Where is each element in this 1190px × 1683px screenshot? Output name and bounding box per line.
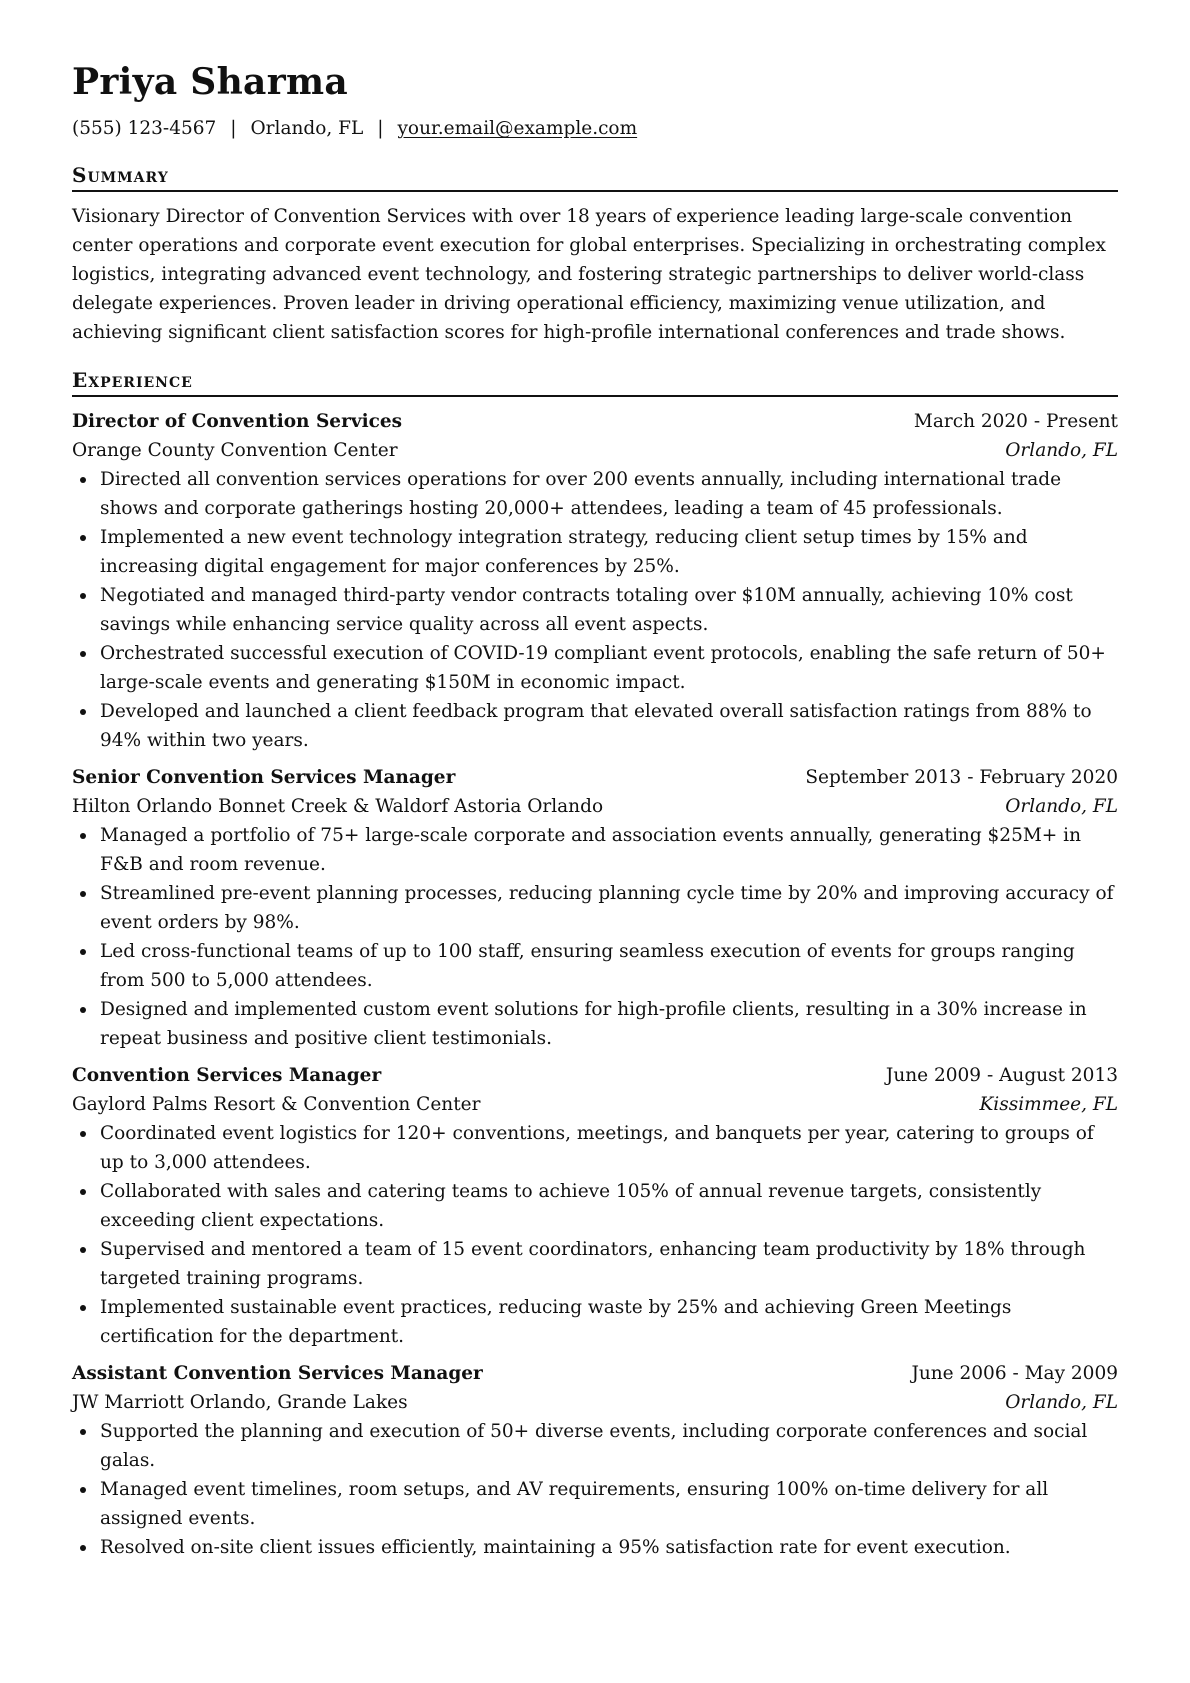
job-location: Orlando, FL xyxy=(1005,796,1118,817)
job-bullet-list xyxy=(72,1417,1118,1562)
job-bullet: Implemented sustainable event practices, reducing waste by 25% and achieving Green Meetings certification for the department. xyxy=(72,1293,1118,1351)
job-bullet: Supported the planning and execution of 50+ diverse events, including corporate conferences and social galas. xyxy=(72,1417,1118,1475)
contact-separator: | xyxy=(377,118,384,139)
job-title: Director of Convention Services xyxy=(72,411,403,432)
job-header-row xyxy=(72,407,1118,436)
job-bullet-list xyxy=(72,821,1118,1053)
phone-number: (555) 123-4567 xyxy=(72,118,217,139)
job-bullet-list xyxy=(72,465,1118,755)
job-dates: June 2009 - August 2013 xyxy=(885,1065,1118,1086)
contact-location: Orlando, FL xyxy=(250,118,364,139)
email-link[interactable]: your.email@example.com xyxy=(397,118,638,139)
job-bullet: Implemented a new event technology integration strategy, reducing client setup times by 15% and increasing digital engagement for major conferences by 25%. xyxy=(72,523,1118,581)
job-entry xyxy=(72,1359,1118,1562)
job-entry xyxy=(72,1061,1118,1351)
job-bullet: Orchestrated successful execution of COVID-19 compliant event protocols, enabling the safe return of 50+ large-scale events and generating $150M in economic impact. xyxy=(72,639,1118,697)
summary-text: Visionary Director of Convention Services with over 18 years of experience leading large-scale convention center operations and corporate event execution for global enterprises. Specializing in orchestrating complex logistics, integrating advanced event technology, and fostering strategic partnerships to deliver world-class delegate experiences. Proven leader in driving operational efficiency, maximizing venue utilization, and achieving significant client satisfaction scores for high-profile international conferences and trade shows. xyxy=(72,206,1106,343)
job-company: Gaylord Palms Resort & Convention Center xyxy=(72,1094,481,1115)
job-company: Hilton Orlando Bonnet Creek & Waldorf Astoria Orlando xyxy=(72,796,604,817)
experience-list xyxy=(72,407,1118,1562)
job-bullet: Coordinated event logistics for 120+ conventions, meetings, and banquets per year, catering to groups of up to 3,000 attendees. xyxy=(72,1119,1118,1177)
job-bullet: Supervised and mentored a team of 15 event coordinators, enhancing team productivity by 18% through targeted training programs. xyxy=(72,1235,1118,1293)
job-company: Orange County Convention Center xyxy=(72,440,398,461)
job-title: Assistant Convention Services Manager xyxy=(72,1363,483,1384)
job-bullet: Streamlined pre-event planning processes, reducing planning cycle time by 20% and improving accuracy of event orders by 98%. xyxy=(72,879,1118,937)
job-bullet: Developed and launched a client feedback program that elevated overall satisfaction ratings from 88% to 94% within two years. xyxy=(72,697,1118,755)
job-company: JW Marriott Orlando, Grande Lakes xyxy=(72,1392,408,1413)
job-header-row xyxy=(72,1061,1118,1090)
job-company-row xyxy=(72,1388,1118,1417)
job-location: Kissimmee, FL xyxy=(979,1094,1118,1115)
job-dates: September 2013 - February 2020 xyxy=(805,767,1118,788)
job-bullet: Managed event timelines, room setups, and AV requirements, ensuring 100% on-time delivery for all assigned events. xyxy=(72,1475,1118,1533)
job-header-row xyxy=(72,1359,1118,1388)
job-bullet: Managed a portfolio of 75+ large-scale corporate and association events annually, generating $25M+ in F&B and room revenue. xyxy=(72,821,1118,879)
job-dates: March 2020 - Present xyxy=(913,411,1118,432)
job-entry xyxy=(72,407,1118,755)
job-location: Orlando, FL xyxy=(1005,440,1118,461)
job-bullet: Resolved on-site client issues efficiently, maintaining a 95% satisfaction rate for event execution. xyxy=(72,1533,1118,1562)
experience-heading: Experience xyxy=(72,367,1118,397)
job-bullet: Led cross-functional teams of up to 100 staff, ensuring seamless execution of events for groups ranging from 500 to 5,000 attendees. xyxy=(72,937,1118,995)
job-title: Convention Services Manager xyxy=(72,1065,382,1086)
job-bullet-list xyxy=(72,1119,1118,1351)
job-company-row xyxy=(72,436,1118,465)
job-dates: June 2006 - May 2009 xyxy=(911,1363,1118,1384)
job-location: Orlando, FL xyxy=(1005,1392,1118,1413)
job-bullet: Collaborated with sales and catering teams to achieve 105% of annual revenue targets, consistently exceeding client expectations. xyxy=(72,1177,1118,1235)
candidate-name: Priya Sharma xyxy=(72,61,348,103)
job-bullet: Directed all convention services operations for over 200 events annually, including international trade shows and corporate gatherings hosting 20,000+ attendees, leading a team of 45 professionals. xyxy=(72,465,1118,523)
job-title: Senior Convention Services Manager xyxy=(72,767,456,788)
summary-heading: Summary xyxy=(72,162,1118,192)
contact-line xyxy=(72,116,1118,142)
contact-separator: | xyxy=(230,118,237,139)
job-bullet: Designed and implemented custom event solutions for high-profile clients, resulting in a 30% increase in repeat business and positive client testimonials. xyxy=(72,995,1118,1053)
job-company-row xyxy=(72,1090,1118,1119)
job-header-row xyxy=(72,763,1118,792)
job-company-row xyxy=(72,792,1118,821)
job-entry xyxy=(72,763,1118,1053)
job-bullet: Negotiated and managed third-party vendor contracts totaling over $10M annually, achieving 10% cost savings while enhancing service quality across all event aspects. xyxy=(72,581,1118,639)
